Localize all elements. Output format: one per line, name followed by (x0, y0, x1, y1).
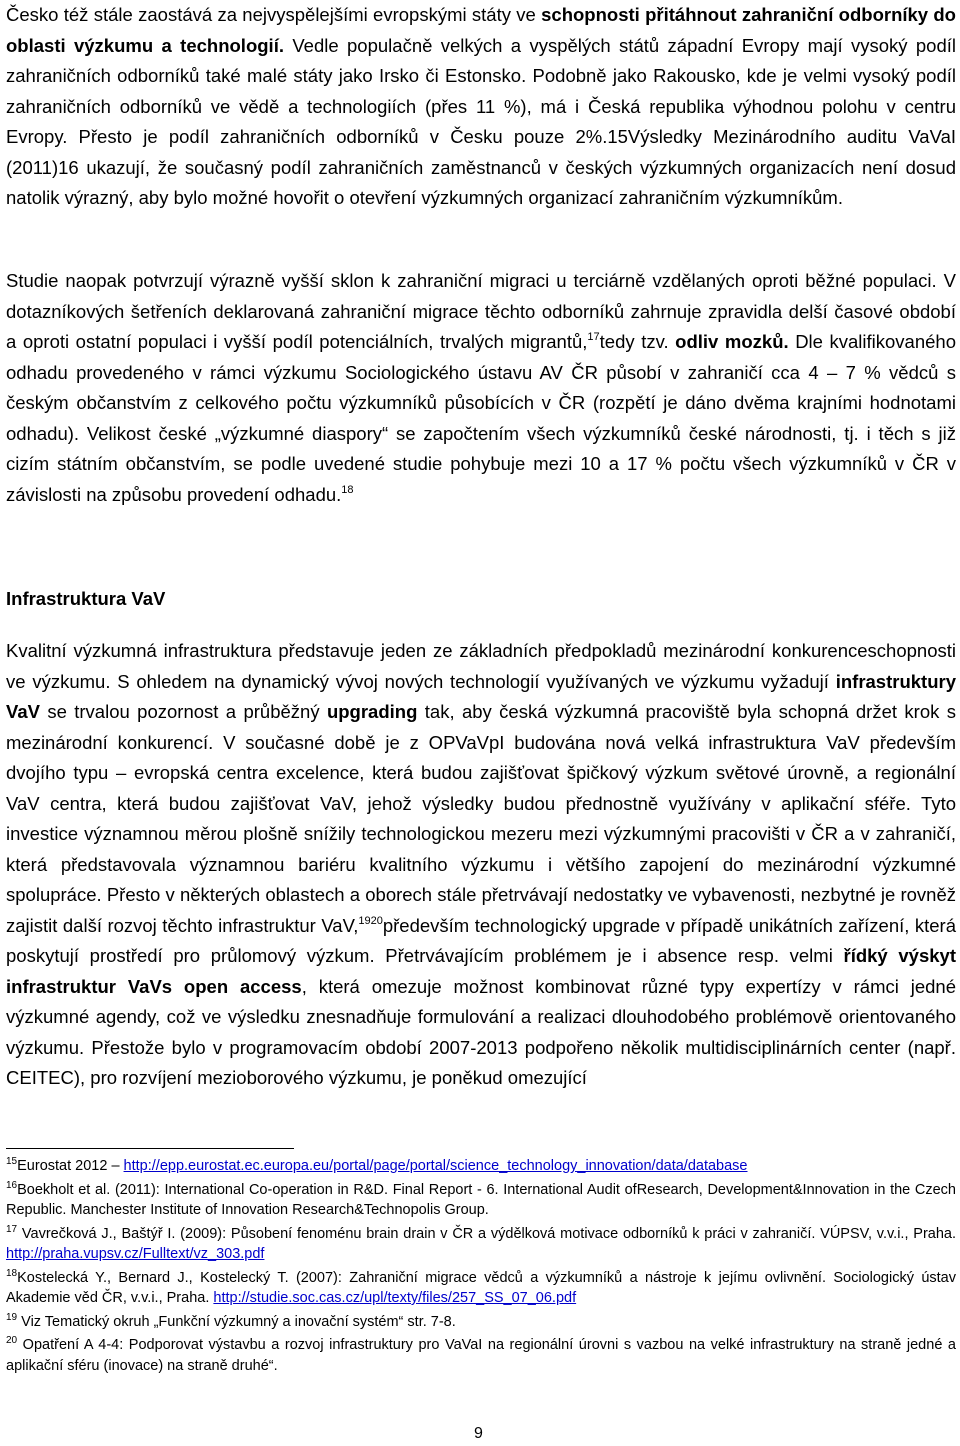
footnote-link[interactable]: http://praha.vupsv.cz/Fulltext/vz_303.pdf (6, 1246, 265, 1262)
para1-text-2: Vedle populačně velkých a vyspělých států západní Evropy mají vysoký podíl zahraničních odborníků také malé státy jako Irsko či Estonsko. Podobně jako Rakousko, kde je velmi vysoký podíl zahraničních odborníků ve vědě a technologiích (přes 11 %), má i Česká republika výhodnou polohu v centru Evropy. Přesto je podíl zahraničních odborníků v Česku pouze 2%.15Výsledky Mezinárodního auditu VaVaI (2011)16 ukazují, že současný podíl zahraničních zaměstnanců v českých výzkumných organizacích není dosud natolik výrazný, aby bylo možné hovořit o otevření výzkumných organizací zahraničním výzkumníkům. (6, 34, 957, 208)
footnote-text: Opatření A 4-4: Podporovat výstavbu a rozvoj infrastruktury pro VaVaI na regionální úrovni s vazbou na velké infrastruktury na straně jedné a aplikační sféru (inovace) na straně druhé“. (6, 1337, 956, 1374)
footnote-number: 20 (6, 1335, 18, 1346)
footnote-number: 15 (6, 1156, 18, 1167)
footnote-17 (6, 1224, 956, 1265)
para1-bold-phrase: schopnosti přitáhnout zahraniční odborníky do oblasti výzkumu a technologií. (6, 4, 956, 56)
footnote-20 (6, 1335, 956, 1376)
para3-bold-2: upgrading (326, 701, 418, 722)
para3-bold-3: řídký výskyt infrastruktur VaVs open access (6, 945, 956, 997)
footnote-text: Kostelecká Y., Bernard J., Kostelecký T. (2007): Zahraniční migrace vědců a výzkumníků a nástroje k jejímu ovlivnění. Sociologický ústav Akademie věd ČR, v.v.i., Praha. (6, 1269, 956, 1306)
para2-text-3: Dle kvalifikovaného odhadu provedeného v rámci výzkumu Sociologického ústavu AV ČR působí v zahraničí cca 4 – 7 % vědců s českým občanstvím z celkového počtu výzkumníků působících v ČR (rozpětí je dáno dvěma krajními hodnotami odhadu). Velikost české „výzkumné diaspory“ se započtením všech výzkumníků české národnosti, tj. i těch s již cizím státním občanstvím, se podle uvedené studie pohybuje mezi 10 a 17 % počtu všech výzkumníků v ČR v závislosti na způsobu provedení odhadu. (6, 331, 957, 505)
para3-bold-1: infrastruktury VaV (6, 670, 956, 722)
para3-text-2: se trvalou pozornost a průběžný (39, 701, 327, 722)
para3-text-4: především technologický upgrade v případě unikátních zařízení, která poskytují prostředí pro průlomový výzkum. Přetrvávajícím problémem je i absence resp. velmi (6, 914, 956, 966)
footnote-18 (6, 1268, 956, 1309)
footnote-link[interactable]: http://epp.eurostat.ec.europa.eu/portal/page/portal/science_technology_innovation/data/database (123, 1158, 748, 1174)
footnote-link[interactable]: http://studie.soc.cas.cz/upl/texty/files/257_SS_07_06.pdf (213, 1290, 577, 1306)
section-heading: Infrastruktura VaV (6, 588, 166, 609)
footnote-number: 18 (6, 1267, 18, 1279)
para1-text-1: Česko též stále zaostává za nejvyspělejšími evropskými státy ve (6, 4, 542, 25)
footnote-ref-17[interactable]: 17 (587, 331, 600, 343)
footnote-text: Eurostat 2012 – (17, 1158, 124, 1174)
para3-text-3: tak, aby česká výzkumná pracoviště byla schopná držet krok s mezinárodní konkurencí. V současné době je z OPVaVpI budována nová velká infrastruktura VaV především dvojího typu – evropská centra excelence, která budou zajišťovat špičkový výzkum světové úrovně, a regionální VaV centra, která budou zajišťovat VaV, jehož výsledky budou přednostně využívány v aplikační sféře. Tyto investice významnou měrou plošně snížily technologickou mezeru mezi výzkumnými pracovišti v ČR a v zahraničí, která představovala významnou bariéru kvalitního výzkumu i většího zapojení do mezinárodní výzkumné spolupráce. Přesto v některých oblastech a oborech stále přetrvávají nedostatky ve vybavenosti, nezbytné je rovněž zajistit další rozvoj těchto infrastruktur VaV, (6, 701, 956, 936)
footnote-number: 17 (6, 1223, 18, 1235)
footnote-text: Boekholt et al. (2011): International Co-operation in R&D. Final Report - 6. International Audit ofResearch, Development&Innovation in the Czech Republic. Manchester Institute of Innovation Research&Technopolis Group. (6, 1181, 956, 1218)
para3-text-5: , která omezuje možnost kombinovat různé typy expertízy v rámci jedné výzkumné agendy, což ve výsledku znesnadňuje formulování a realizaci dlouhodobého problémově orientovaného výzkumu. Přestože bylo v programovacím období 2007-2013 podpořeno několik multidisciplinárních center (např. CEITEC), pro rozvíjení mezioborového výzkumu, je poněkud omezující (6, 975, 956, 1088)
footnote-number: 19 (6, 1311, 18, 1323)
footnote-ref-19-20[interactable]: 1920 (358, 914, 383, 927)
para2-text-2: tedy tzv. (599, 331, 676, 352)
para2-bold-phrase: odliv mozků. (675, 331, 789, 352)
paragraph-infrastructure (6, 636, 956, 1094)
footnote-text: Vavrečková J., Baštýř I. (2009): Působení fenoménu brain drain v ČR a výdělková motivace odborníků k práci v zahraničí. VÚPSV, v.v.i., Praha. (17, 1225, 956, 1242)
para3-text-1: Kvalitní výzkumná infrastruktura představuje jeden ze základních předpokladů mezinárodní konkurenceschopnosti ve výzkumu. S ohledem na dynamický vývoj nových technologií využívaných ve výzkumu vyžadují (6, 640, 956, 692)
para2-text-1: Studie naopak potvrzují výrazně vyšší sklon k zahraniční migraci u terciárně vzdělaných oproti běžné populaci. V dotazníkových šetřeních deklarovaná zahraniční migrace těchto odborníků zahrnuje zpravidla delší časové období a oproti ostatní populaci i vyšší podíl potenciálních, trvalých migrantů, (6, 270, 956, 352)
footnote-16 (6, 1180, 956, 1221)
footnote-text: Viz Tematický okruh „Funkční výzkumný a inovační systém“ str. 7-8. (17, 1313, 456, 1330)
paragraph-foreign-experts (6, 0, 956, 214)
page-number: 9 (474, 1425, 483, 1442)
footnote-separator (6, 1148, 294, 1149)
paragraph-brain-drain (6, 266, 956, 510)
footnote-ref-18[interactable]: 18 (341, 483, 354, 496)
footnote-15 (6, 1156, 956, 1177)
footnotes (6, 1156, 956, 1379)
footnote-number: 16 (6, 1179, 18, 1191)
footnote-19 (6, 1312, 956, 1333)
